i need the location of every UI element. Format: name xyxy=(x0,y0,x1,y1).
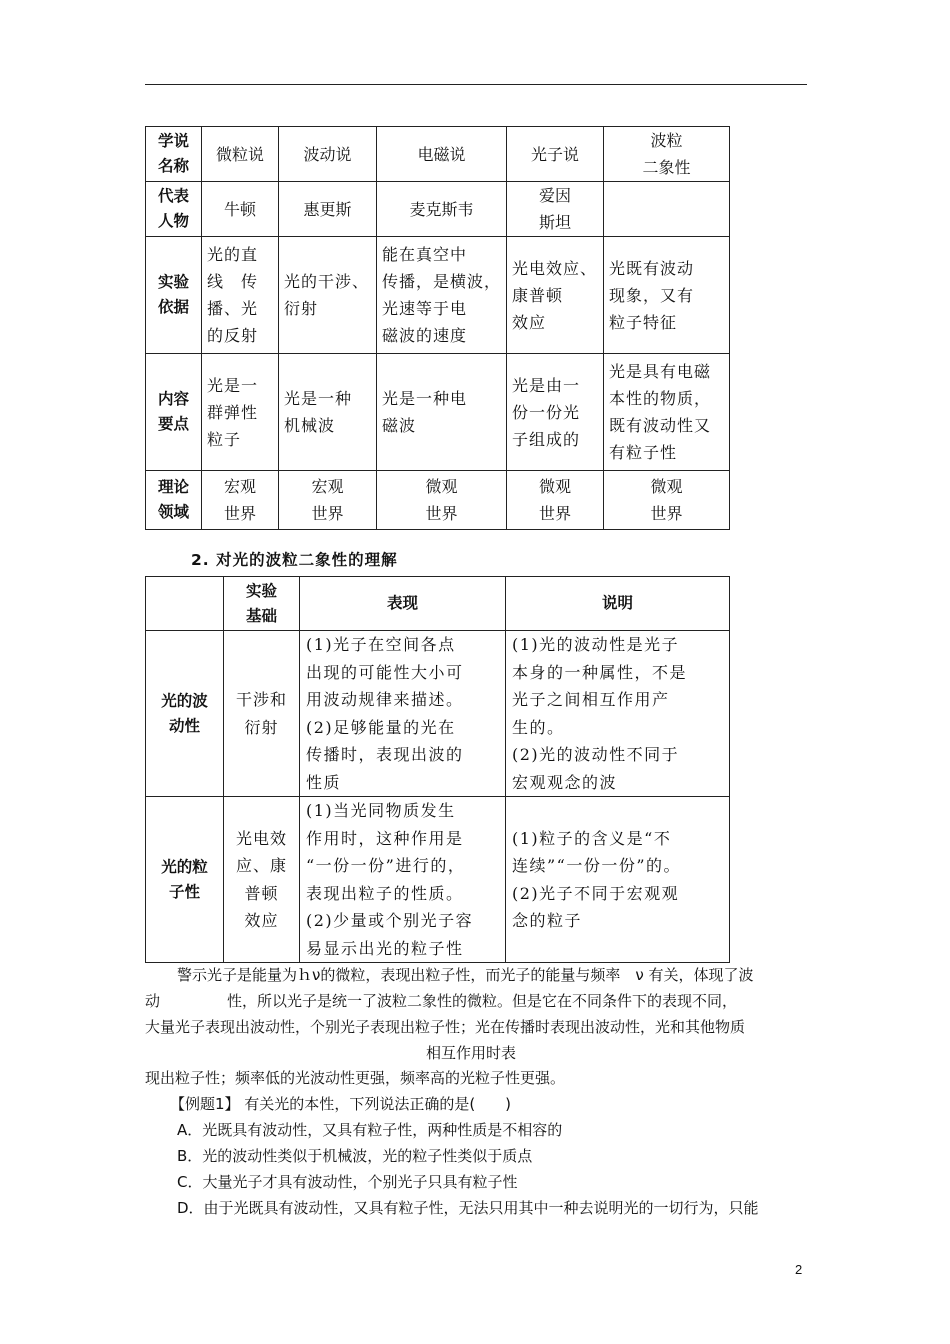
table-header-row xyxy=(146,127,730,182)
para-line: 现出粒子性；频率低的光波动性更强，频率高的光粒子性更强。 xyxy=(145,1069,566,1087)
table-cell xyxy=(604,354,730,471)
table-row xyxy=(146,354,730,471)
para-line: 相互作用时表 xyxy=(426,1044,517,1062)
table-cell xyxy=(279,354,377,471)
header-cell xyxy=(300,577,506,631)
table-cell xyxy=(300,631,506,797)
cell-text: 宏观 世界 xyxy=(223,477,256,523)
para-line: 大量光子表现出波动性，个别光子表现出粒子性；光在传播时表现出波动性，光和其他物质 xyxy=(145,1018,746,1036)
header-text: 波动说 xyxy=(303,144,352,164)
cell-text: 光是一 群弹性 粒子 xyxy=(207,375,259,449)
wave-particle-table xyxy=(145,576,730,963)
cell-text: (1)当光同物质发生 作用时，这种作用是 “一份一份”进行的， 表现出粒子的性质。 (2)少量或个别光子容 易显示出光的粒子性 xyxy=(306,801,474,958)
table-cell xyxy=(604,471,730,530)
table-row xyxy=(146,182,730,237)
row-label xyxy=(146,354,202,471)
table-cell xyxy=(507,182,604,237)
table-cell xyxy=(279,237,377,354)
table-row xyxy=(146,237,730,354)
table-cell xyxy=(506,797,730,963)
table-cell xyxy=(224,797,300,963)
diagonal-cell xyxy=(146,577,224,631)
cell-text: 光电效 应、康 普顿 效应 xyxy=(235,828,287,930)
row-label xyxy=(146,237,202,354)
theories-table xyxy=(145,126,730,530)
table-cell xyxy=(279,182,377,237)
row-label-text: 光的波 动性 xyxy=(161,691,208,735)
cell-text: 微观 世界 xyxy=(538,477,571,523)
cell-text: (1)粒子的含义是“不 连续”“一份一份”的。 (2)光子不同于宏观观 念的粒子 xyxy=(512,828,682,930)
header-text: 波粒 二象性 xyxy=(642,131,691,177)
row-label xyxy=(146,471,202,530)
header-cell xyxy=(604,127,730,182)
header-cell xyxy=(377,127,507,182)
cell-text: 爱因 斯坦 xyxy=(538,186,571,232)
row-label-text: 实验 依据 xyxy=(157,273,189,316)
table-header-row xyxy=(146,577,730,631)
option-b: B．光的波动性类似于机械波，光的粒子性类似于质点 xyxy=(177,1147,533,1165)
row-label-text: 内容 要点 xyxy=(157,390,189,433)
table-cell xyxy=(279,471,377,530)
table-cell xyxy=(300,797,506,963)
para-line: 动 xyxy=(145,992,161,1010)
table-cell xyxy=(202,471,279,530)
section-title: 2. 对光的波粒二象性的理解 xyxy=(191,551,398,569)
cell-text: 光电效应、 康普顿 效应 xyxy=(512,258,598,332)
cell-text: (1)光的波动性是光子 本身的一种属性，不是 光子之间相互作用产 生的。 (2)光的波动性不同于 宏观观念的波 xyxy=(512,635,688,792)
table-row xyxy=(146,631,730,797)
header-text: 说明 xyxy=(601,594,633,612)
row-label-text: 代表 人物 xyxy=(157,187,189,230)
header-text: 表现 xyxy=(386,594,418,612)
para-line: 性，所以光子是统一了波粒二象性的微粒。但是它在不同条件下的表现不同， xyxy=(227,992,738,1010)
row-label-text: 光的粒 子性 xyxy=(161,857,208,901)
diagonal-cell xyxy=(604,182,730,237)
header-cell xyxy=(224,577,300,631)
table-cell xyxy=(604,237,730,354)
row-label xyxy=(146,797,224,963)
table-cell xyxy=(202,354,279,471)
header-cell xyxy=(146,127,202,182)
table-cell xyxy=(224,631,300,797)
table-cell xyxy=(377,471,507,530)
header-cell xyxy=(202,127,279,182)
cell-text: 干涉和 衍射 xyxy=(235,690,287,737)
cell-text: 光是一种电 磁波 xyxy=(382,389,468,435)
header-cell xyxy=(279,127,377,182)
table-cell xyxy=(507,354,604,471)
table-row xyxy=(146,471,730,530)
cell-text: 光的直 线 传 播、光 的反射 xyxy=(207,245,259,345)
cell-text: 麦克斯韦 xyxy=(409,199,474,219)
header-text: 微粒说 xyxy=(215,144,264,164)
row-label xyxy=(146,631,224,797)
cell-text: (1)光子在空间各点 出现的可能性大小可 用波动规律来描述。 (2)足够能量的光在 传播时，表现出波的 性质 xyxy=(306,635,464,792)
table-cell xyxy=(377,354,507,471)
cell-text: 惠更斯 xyxy=(303,199,352,219)
cell-text: 光是一种 机械波 xyxy=(284,389,353,435)
header-text: 电磁说 xyxy=(417,144,466,164)
page-number: 2 xyxy=(795,1262,803,1277)
table-cell xyxy=(506,631,730,797)
header-text: 学说 名称 xyxy=(157,132,189,175)
cell-text: 光的干涉、 衍射 xyxy=(284,272,370,318)
para-line: 警示光子是能量为ｈν的微粒，表现出粒子性，而光子的能量与频率 ν 有关，体现了波 xyxy=(177,966,754,984)
cell-text: 宏观 世界 xyxy=(311,477,344,523)
header-text: 光子说 xyxy=(530,144,579,164)
table-row xyxy=(146,797,730,963)
table-cell xyxy=(507,237,604,354)
cell-text: 微观 世界 xyxy=(425,477,458,523)
cell-text: 能在真空中 传播，是横波， 光速等于电 磁波的速度 xyxy=(382,245,502,345)
option-c: C．大量光子才具有波动性，个别光子只具有粒子性 xyxy=(177,1173,518,1191)
option-d: D．由于光既具有波动性，又具有粒子性，无法只用其中一种去说明光的一切行为，只能 xyxy=(177,1199,759,1217)
cell-text: 微观 世界 xyxy=(650,477,683,523)
header-text: 实验 基础 xyxy=(245,581,277,625)
cell-text: 光是具有电磁 本性的物质， 既有波动性又 有粒子性 xyxy=(609,362,712,462)
row-label xyxy=(146,182,202,237)
header-rule xyxy=(145,84,807,85)
cell-text: 光既有波动 现象，又有 粒子特征 xyxy=(609,258,695,332)
table-cell xyxy=(202,237,279,354)
table-cell xyxy=(507,471,604,530)
cell-text: 牛顿 xyxy=(223,199,256,219)
row-label-text: 理论 领域 xyxy=(157,478,189,521)
table-cell xyxy=(377,182,507,237)
option-a: A．光既具有波动性，又具有粒子性，两种性质是不相容的 xyxy=(177,1121,563,1139)
cell-text: 光是由一 份一份光 子组成的 xyxy=(512,375,581,449)
table-cell xyxy=(202,182,279,237)
example-title: 【例题1】 有关光的本性，下列说法正确的是( ) xyxy=(170,1095,512,1113)
header-cell xyxy=(507,127,604,182)
header-cell xyxy=(506,577,730,631)
table-cell xyxy=(377,237,507,354)
